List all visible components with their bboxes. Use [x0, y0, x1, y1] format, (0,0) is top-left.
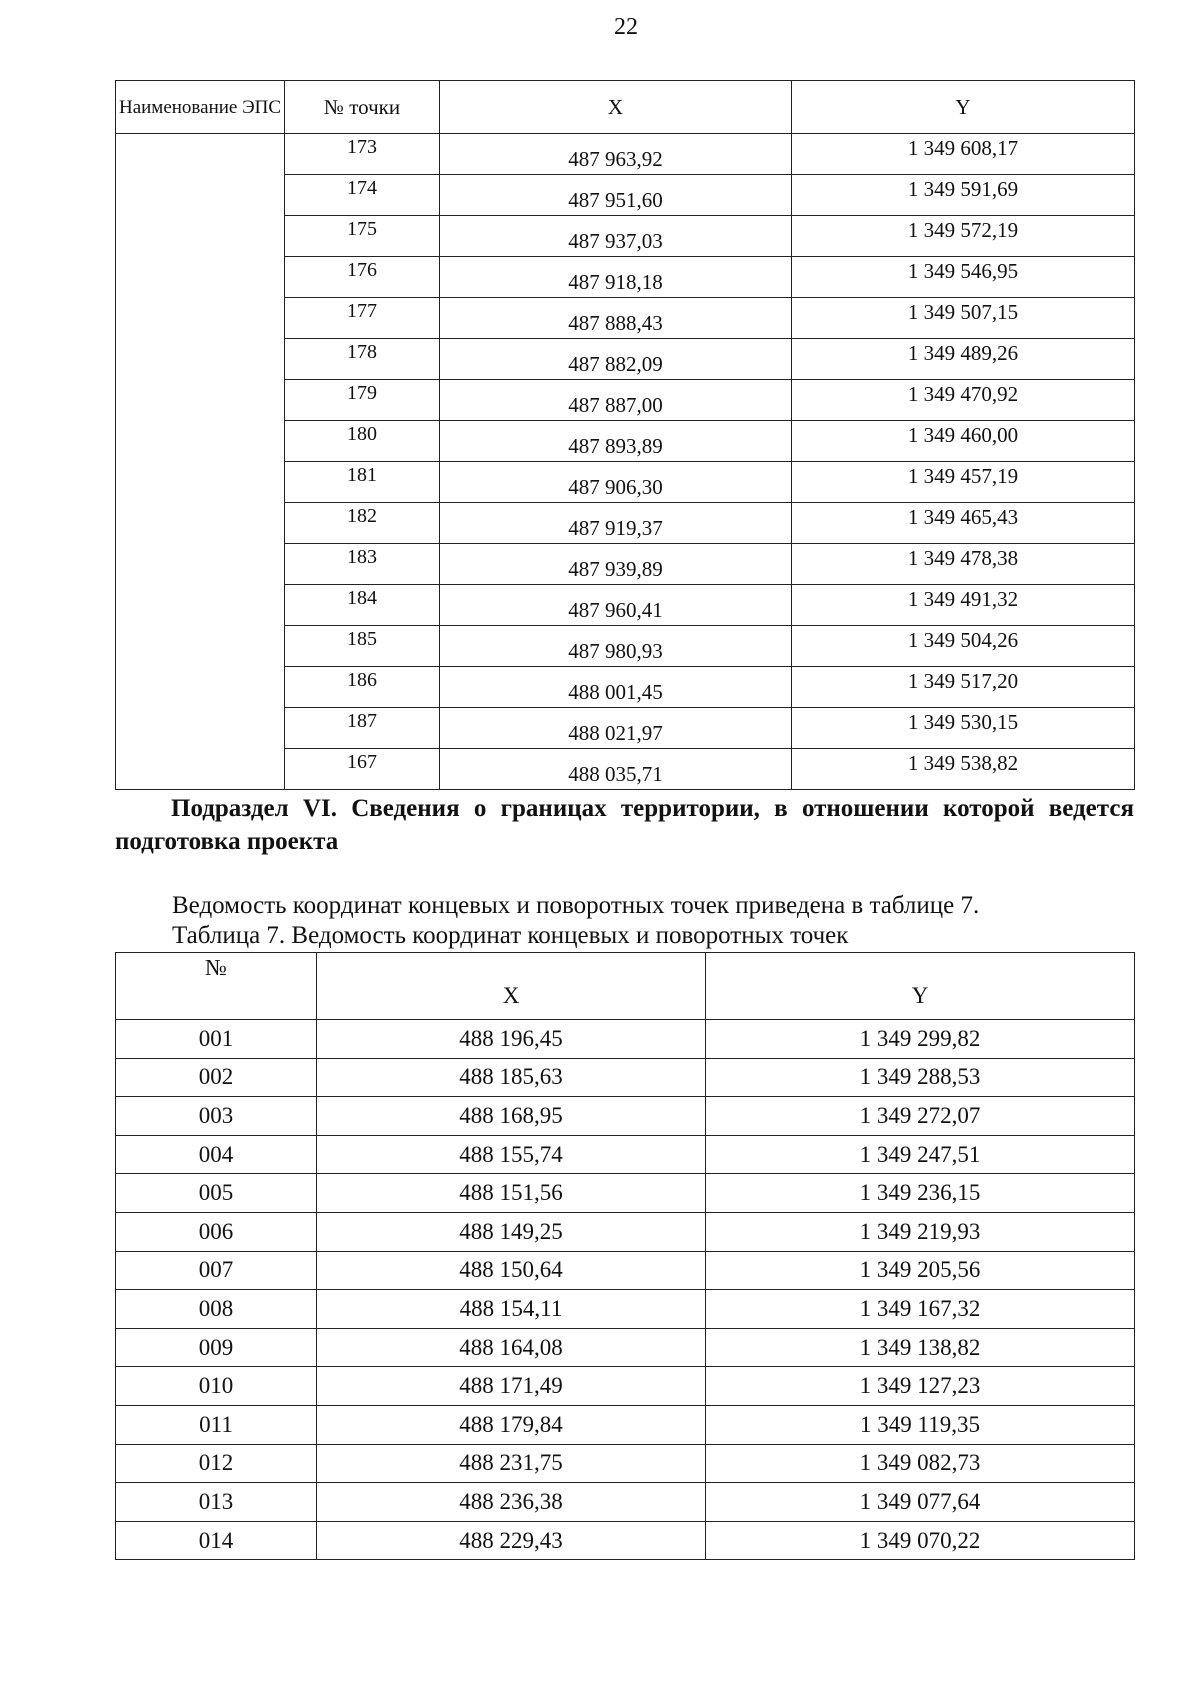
x-cell: 488 231,75 — [317, 1444, 706, 1483]
header-y: Y — [706, 953, 1135, 1020]
header-x: X — [440, 81, 792, 134]
table-row — [116, 1328, 1135, 1367]
number-cell: 008 — [116, 1290, 317, 1329]
header-point-number: № точки — [285, 81, 440, 134]
number-cell: 010 — [116, 1367, 317, 1406]
table-row — [116, 1367, 1135, 1406]
y-cell: 1 349 127,23 — [706, 1367, 1135, 1406]
table-row — [116, 1020, 1135, 1059]
number-cell: 012 — [116, 1444, 317, 1483]
x-cell: 487 937,03 — [440, 216, 792, 257]
x-cell: 488 179,84 — [317, 1405, 706, 1444]
table-row — [116, 1405, 1135, 1444]
x-cell: 487 919,37 — [440, 503, 792, 544]
x-cell: 488 150,64 — [317, 1251, 706, 1290]
x-cell: 488 151,56 — [317, 1174, 706, 1213]
header-x: X — [317, 953, 706, 1020]
y-cell: 1 349 070,22 — [706, 1521, 1135, 1560]
number-cell: 002 — [116, 1058, 317, 1097]
table-row — [116, 1097, 1135, 1136]
y-cell: 1 349 572,19 — [792, 216, 1135, 257]
header-y: Y — [792, 81, 1135, 134]
header-eps-name: Наименование ЭПС — [116, 81, 285, 134]
x-cell: 488 021,97 — [440, 708, 792, 749]
header-number: № — [116, 953, 317, 1020]
number-cell: 011 — [116, 1405, 317, 1444]
x-cell: 487 960,41 — [440, 585, 792, 626]
number-cell: 009 — [116, 1328, 317, 1367]
point-number-cell: 176 — [285, 257, 440, 298]
x-cell: 487 939,89 — [440, 544, 792, 585]
x-cell: 487 918,18 — [440, 257, 792, 298]
x-cell: 488 168,95 — [317, 1097, 706, 1136]
y-cell: 1 349 507,15 — [792, 298, 1135, 339]
point-number-cell: 183 — [285, 544, 440, 585]
y-cell: 1 349 288,53 — [706, 1058, 1135, 1097]
x-cell: 488 035,71 — [440, 749, 792, 790]
intro-paragraph: Ведомость координат концевых и поворотных точек приведена в таблице 7. — [172, 892, 980, 919]
x-cell: 488 155,74 — [317, 1135, 706, 1174]
x-cell: 488 164,08 — [317, 1328, 706, 1367]
y-cell: 1 349 470,92 — [792, 380, 1135, 421]
y-cell: 1 349 465,43 — [792, 503, 1135, 544]
y-cell: 1 349 538,82 — [792, 749, 1135, 790]
y-cell: 1 349 608,17 — [792, 134, 1135, 175]
y-cell: 1 349 219,93 — [706, 1212, 1135, 1251]
y-cell: 1 349 504,26 — [792, 626, 1135, 667]
x-cell: 488 185,63 — [317, 1058, 706, 1097]
table-row — [116, 1290, 1135, 1329]
x-cell: 488 196,45 — [317, 1020, 706, 1059]
number-cell: 007 — [116, 1251, 317, 1290]
x-cell: 487 980,93 — [440, 626, 792, 667]
y-cell: 1 349 236,15 — [706, 1174, 1135, 1213]
y-cell: 1 349 489,26 — [792, 339, 1135, 380]
point-number-cell: 167 — [285, 749, 440, 790]
y-cell: 1 349 457,19 — [792, 462, 1135, 503]
x-cell: 487 882,09 — [440, 339, 792, 380]
coordinates-table-eps — [115, 80, 1135, 790]
table-row — [116, 1444, 1135, 1483]
subsection-heading — [115, 792, 1134, 858]
x-cell: 488 154,11 — [317, 1290, 706, 1329]
point-number-cell: 182 — [285, 503, 440, 544]
x-cell: 487 893,89 — [440, 421, 792, 462]
table-row — [116, 134, 1135, 175]
x-cell: 487 888,43 — [440, 298, 792, 339]
number-cell: 006 — [116, 1212, 317, 1251]
x-cell: 487 887,00 — [440, 380, 792, 421]
y-cell: 1 349 517,20 — [792, 667, 1135, 708]
x-cell: 488 149,25 — [317, 1212, 706, 1251]
table-header-row — [116, 81, 1135, 134]
table-header-row — [116, 953, 1135, 1020]
number-cell: 004 — [116, 1135, 317, 1174]
coordinates-table-7 — [115, 952, 1135, 1560]
x-cell: 488 001,45 — [440, 667, 792, 708]
point-number-cell: 175 — [285, 216, 440, 257]
number-cell: 014 — [116, 1521, 317, 1560]
y-cell: 1 349 530,15 — [792, 708, 1135, 749]
x-cell: 487 951,60 — [440, 175, 792, 216]
table-caption: Таблица 7. Ведомость координат концевых и поворотных точек — [172, 922, 849, 949]
y-cell: 1 349 299,82 — [706, 1020, 1135, 1059]
y-cell: 1 349 546,95 — [792, 257, 1135, 298]
y-cell: 1 349 167,32 — [706, 1290, 1135, 1329]
table-row — [116, 1212, 1135, 1251]
table-row — [116, 1058, 1135, 1097]
y-cell: 1 349 272,07 — [706, 1097, 1135, 1136]
x-cell: 488 236,38 — [317, 1483, 706, 1522]
number-cell: 003 — [116, 1097, 317, 1136]
page-number: 22 — [614, 14, 638, 40]
table-row — [116, 1174, 1135, 1213]
y-cell: 1 349 591,69 — [792, 175, 1135, 216]
x-cell: 488 229,43 — [317, 1521, 706, 1560]
x-cell: 488 171,49 — [317, 1367, 706, 1406]
point-number-cell: 178 — [285, 339, 440, 380]
table-row — [116, 1483, 1135, 1522]
number-cell: 001 — [116, 1020, 317, 1059]
table-row — [116, 1135, 1135, 1174]
eps-name-cell — [116, 134, 285, 790]
number-cell: 005 — [116, 1174, 317, 1213]
y-cell: 1 349 082,73 — [706, 1444, 1135, 1483]
point-number-cell: 184 — [285, 585, 440, 626]
point-number-cell: 173 — [285, 134, 440, 175]
y-cell: 1 349 205,56 — [706, 1251, 1135, 1290]
point-number-cell: 185 — [285, 626, 440, 667]
point-number-cell: 187 — [285, 708, 440, 749]
point-number-cell: 181 — [285, 462, 440, 503]
number-cell: 013 — [116, 1483, 317, 1522]
point-number-cell: 186 — [285, 667, 440, 708]
point-number-cell: 174 — [285, 175, 440, 216]
y-cell: 1 349 478,38 — [792, 544, 1135, 585]
point-number-cell: 177 — [285, 298, 440, 339]
point-number-cell: 179 — [285, 380, 440, 421]
x-cell: 487 963,92 — [440, 134, 792, 175]
table-row — [116, 1251, 1135, 1290]
y-cell: 1 349 138,82 — [706, 1328, 1135, 1367]
y-cell: 1 349 460,00 — [792, 421, 1135, 462]
table-row — [116, 1521, 1135, 1560]
y-cell: 1 349 247,51 — [706, 1135, 1135, 1174]
x-cell: 487 906,30 — [440, 462, 792, 503]
y-cell: 1 349 491,32 — [792, 585, 1135, 626]
y-cell: 1 349 119,35 — [706, 1405, 1135, 1444]
point-number-cell: 180 — [285, 421, 440, 462]
y-cell: 1 349 077,64 — [706, 1483, 1135, 1522]
subsection-heading-text: Подраздел VI. Сведения о границах территории, в отношении которой ведется подготовка проекта — [115, 795, 1134, 855]
